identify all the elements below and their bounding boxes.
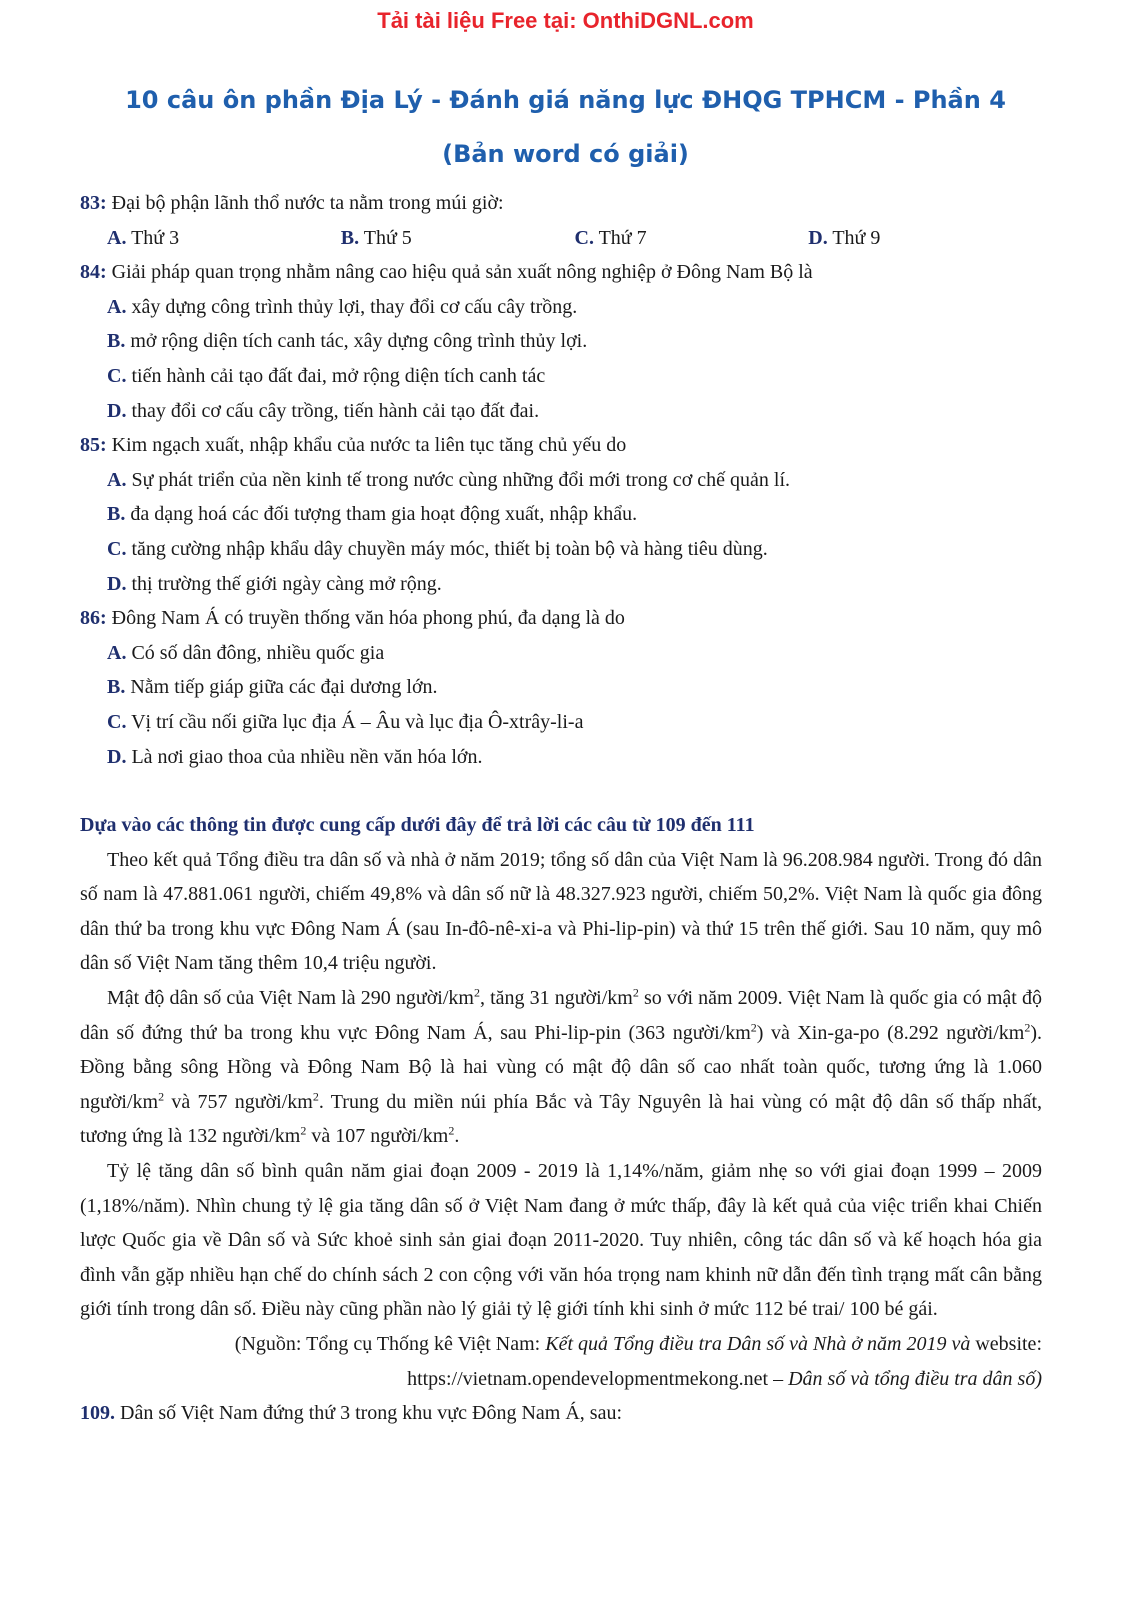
question-text: Giải pháp quan trọng nhằm nâng cao hiệu quả sản xuất nông nghiệp ở Đông Nam Bộ là (106, 261, 813, 284)
page-subtitle: (Bản word có giải) (442, 140, 689, 168)
question-text: Kim ngạch xuất, nhập khẩu của nước ta liên tục tăng chủ yếu do (106, 434, 627, 457)
option-d: D. thị trường thế giới ngày càng mở rộng. (107, 572, 442, 595)
download-banner: Tải tài liệu Free tại: OnthiDGNL.com (377, 8, 754, 33)
document-body (80, 186, 1042, 1431)
passage-paragraph-2: Mật độ dân số của Việt Nam là 290 người/$km^2$, tăng 31 người/$km^2$ so với năm 2009. Việt Nam là quốc gia có mật độ dân số đứng thứ ba trong khu vực Đông Nam Á, sau Phi-lip-pin (363 người/$km^2$) và Xin-ga-po (8.292 người/$km^2$). Đồng bằng sông Hồng và Đông Nam Bộ là hai vùng có mật độ dân số cao nhất toàn quốc, tương ứng là 1.060 người/$km^2$ và 757 người/$km^2$. Trung du miền núi phía Bắc và Tây Nguyên là hai vùng có mật độ dân số thấp nhất, tương ứng là 132 người/$km^2$ và 107 người/$km^2$. (80, 985, 1042, 1148)
passage-paragraph-1: Theo kết quả Tổng điều tra dân số và nhà ở năm 2019; tổng số dân của Việt Nam là 96.208.984 người. Trong đó dân số nam là 47.881.061 người, chiếm 49,8% và dân số nữ là 48.327.923 người, chiếm 50,2%. Việt Nam là quốc gia đông dân thứ ba trong khu vực Đông Nam Á (sau In-đô-nê-xi-a và Phi-lip-pin) và thứ 15 trên thế giới. Sau 10 năm, quy mô dân số Việt Nam tăng thêm 10,4 triệu người. (80, 848, 1042, 975)
option-c: C. Thứ 7 (574, 226, 647, 249)
question-84 (80, 255, 1042, 290)
question-number: 109. (80, 1402, 115, 1425)
option-c: C. tăng cường nhập khẩu dây chuyền máy móc, thiết bị toàn bộ và hàng tiêu dùng. (107, 537, 768, 560)
question-number: 85: (80, 434, 107, 457)
question-text: Đông Nam Á có truyền thống văn hóa phong phú, đa dạng là do (106, 607, 625, 630)
option-b: B. mở rộng diện tích canh tác, xây dựng công trình thủy lợi. (107, 330, 588, 353)
option-a: A. Sự phát triển của nền kinh tế trong nước cùng những đổi mới trong cơ chế quản lí. (107, 468, 791, 491)
question-86 (80, 601, 1042, 636)
option-b: B. Thứ 5 (340, 226, 412, 249)
question-number: 84: (80, 261, 107, 284)
page-title: 10 câu ôn phần Địa Lý - Đánh giá năng lực ĐHQG TPHCM - Phần 4 (125, 86, 1006, 114)
option-c: C. Vị trí cầu nối giữa lục địa Á – Âu và lục địa Ô-xtrây-li-a (107, 710, 584, 733)
source-url: https://vietnam.opendevelopmentmekong.net (407, 1367, 769, 1390)
option-a: A. Thứ 3 (107, 226, 180, 249)
option-d: D. thay đổi cơ cấu cây trồng, tiến hành cải tạo đất đai. (107, 399, 540, 422)
option-d: D. Thứ 9 (808, 226, 881, 249)
option-a: A. Có số dân đông, nhiều quốc gia (107, 641, 385, 664)
option-b: B. Nằm tiếp giáp giữa các đại dương lớn. (107, 676, 438, 699)
option-c: C. tiến hành cải tạo đất đai, mở rộng diện tích canh tác (107, 364, 546, 387)
question-83 (80, 186, 1042, 221)
question-text: Đại bộ phận lãnh thổ nước ta nằm trong múi giờ: (106, 192, 504, 214)
question-85 (80, 428, 1042, 463)
option-b: B. đa dạng hoá các đối tượng tham gia hoạt động xuất, nhập khẩu. (107, 503, 638, 526)
section-heading: Dựa vào các thông tin được cung cấp dưới đây để trả lời các câu từ 109 đến 111 (80, 814, 755, 837)
question-number: 86: (80, 607, 107, 630)
question-83-options (80, 221, 1042, 256)
option-d: D. Là nơi giao thoa của nhiều nền văn hóa lớn. (107, 745, 483, 768)
question-109 (80, 1396, 1042, 1431)
source-citation: (Nguồn: Tổng cụ Thống kê Việt Nam: Kết quả Tổng điều tra Dân số và Nhà ở năm 2019 và website: https://vietnam.opendevelopmentmekong.net – Dân số và tổng điều tra dân số) (234, 1333, 1042, 1390)
option-a: A. xây dựng công trình thủy lợi, thay đổi cơ cấu cây trồng. (107, 295, 578, 318)
question-number: 83: (80, 192, 107, 214)
question-text: Dân số Việt Nam đứng thứ 3 trong khu vực Đông Nam Á, sau: (115, 1402, 623, 1425)
passage-paragraph-3: Tỷ lệ tăng dân số bình quân năm giai đoạn 2009 - 2019 là 1,14%/năm, giảm nhẹ so với giai đoạn 1999 – 2009 (1,18%/năm). Nhìn chung tỷ lệ gia tăng dân số ở Việt Nam đang ở mức thấp, đây là kết quả của việc triển khai Chiến lược Quốc gia về Dân số và Sức khoẻ sinh sản giai đoạn 2011-2020. Tuy nhiên, công tác dân số và kế hoạch hóa gia đình vẫn gặp nhiều hạn chế do chính sách 2 con cộng với văn hóa trọng nam khinh nữ dẫn đến tình trạng mất cân bằng giới tính trong dân số. Điều này cũng phần nào lý giải tỷ lệ giới tính khi sinh ở mức 112 bé trai/ 100 bé gái. (80, 1160, 1042, 1321)
